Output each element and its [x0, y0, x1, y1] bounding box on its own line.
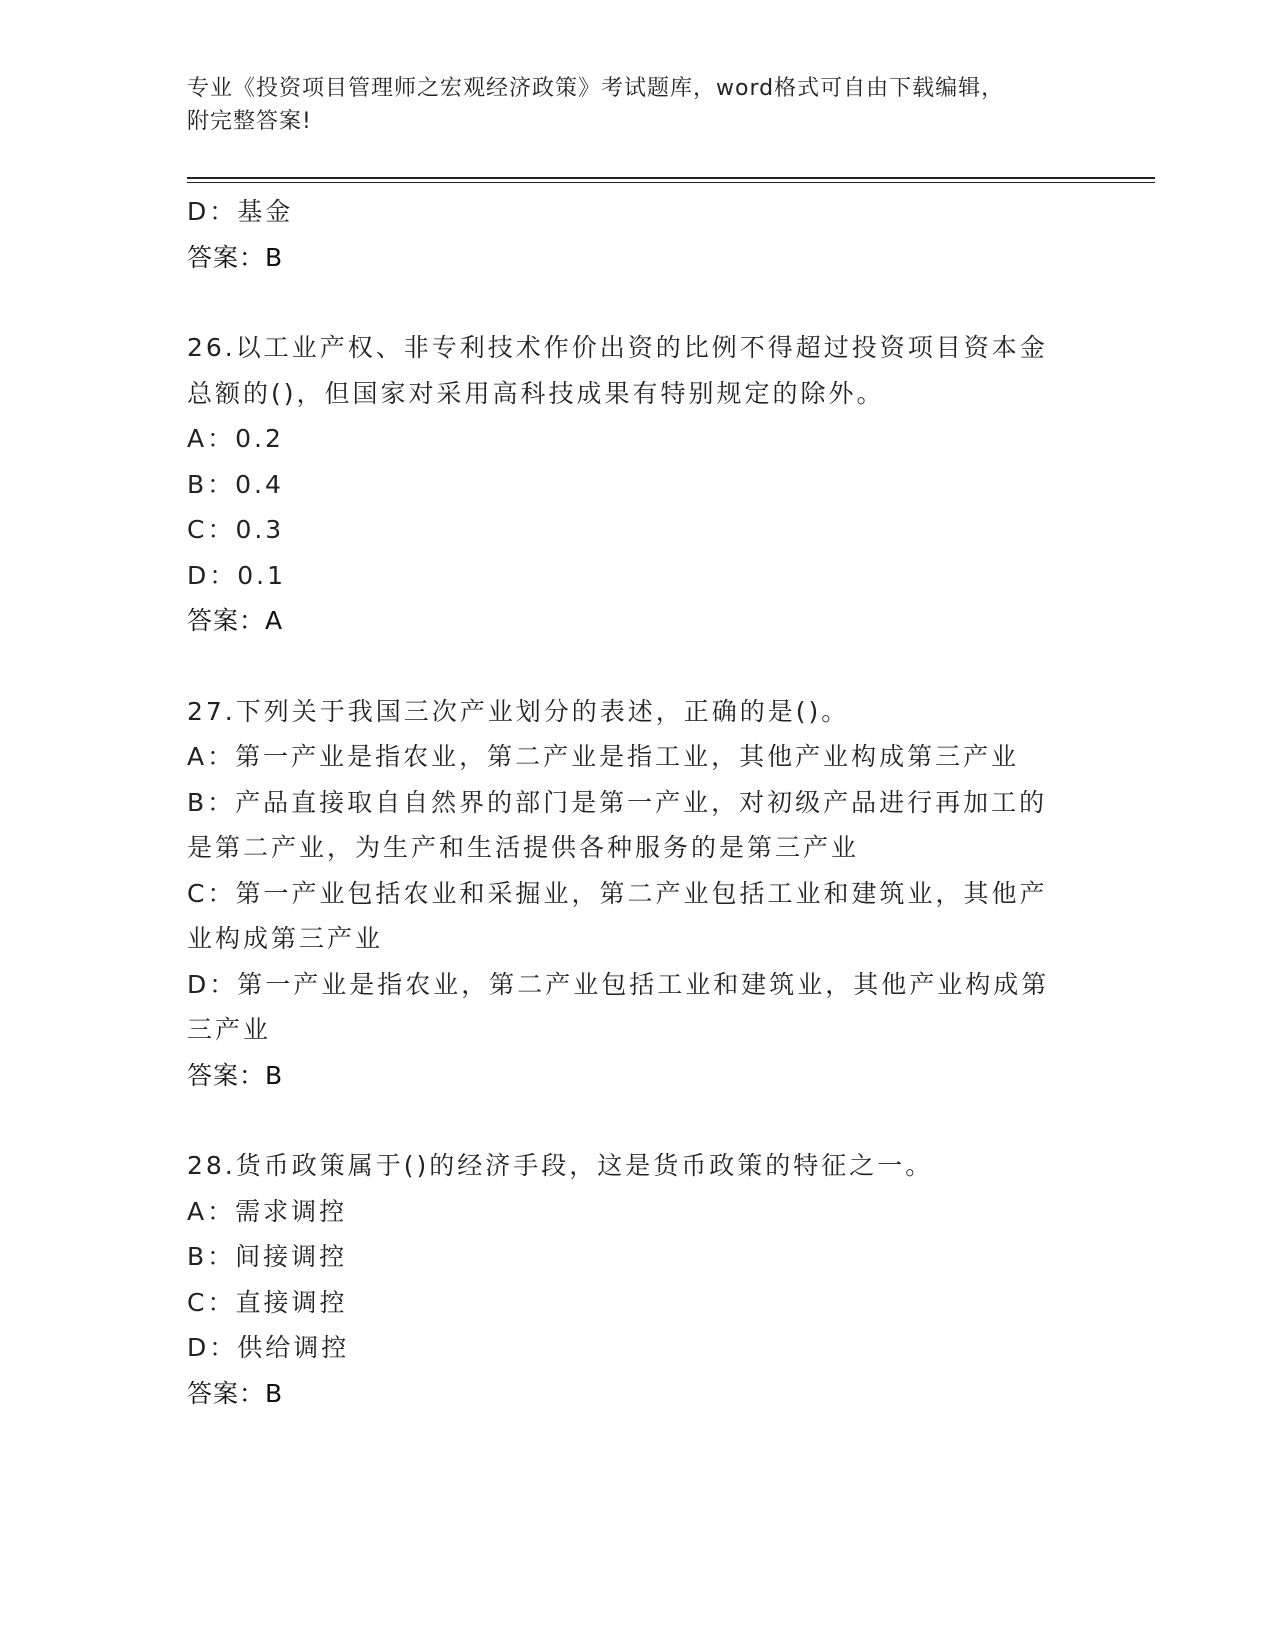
question-stem-line: 27.下列关于我国三次产业划分的表述，正确的是()。 — [187, 696, 850, 726]
option-b: B：间接调控 — [187, 1242, 348, 1271]
document-body — [187, 189, 1077, 1416]
header-divider-thick — [187, 177, 1155, 179]
header-divider-thin — [187, 182, 1155, 183]
prev-question-answer: 答案：B — [187, 242, 284, 272]
option-d: D：供给调控 — [187, 1333, 350, 1362]
document-header — [187, 72, 1067, 138]
option-d: D：第一产业是指农业，第二产业包括工业和建筑业，其他产业构成第 — [187, 969, 1050, 999]
option-c: C：直接调控 — [187, 1287, 348, 1317]
question-answer: 答案：B — [187, 1378, 284, 1408]
spacer — [187, 1098, 1077, 1143]
spacer — [187, 280, 1077, 325]
option-c: C：0.3 — [187, 515, 285, 544]
option-b: B：产品直接取自自然界的部门是第一产业，对初级产品进行再加工的 — [187, 787, 1048, 817]
option-a: A：第一产业是指农业，第二产业是指工业，其他产业构成第三产业 — [187, 742, 1020, 771]
option-a: A：0.2 — [187, 424, 284, 453]
option-b-continued: 是第二产业，为生产和生活提供各种服务的是第三产业 — [187, 833, 860, 862]
question-stem-line: 26.以工业产权、非专利技术作价出资的比例不得超过投资项目资本金 — [187, 333, 1048, 362]
question-26 — [187, 325, 1077, 644]
prev-question-option-d: D：基金 — [187, 197, 294, 226]
question-28 — [187, 1143, 1077, 1416]
option-b: B：0.4 — [187, 469, 284, 499]
option-c-continued: 业构成第三产业 — [187, 924, 384, 953]
option-a: A：需求调控 — [187, 1196, 348, 1226]
question-answer: 答案：A — [187, 606, 284, 635]
question-27 — [187, 689, 1077, 1099]
question-stem-line: 28.货币政策属于()的经济手段，这是货币政策的特征之一。 — [187, 1151, 934, 1180]
option-c: C：第一产业包括农业和采掘业，第二产业包括工业和建筑业，其他产 — [187, 878, 1048, 908]
option-d-continued: 三产业 — [187, 1015, 272, 1044]
header-line-2: 附完整答案! — [187, 109, 312, 134]
question-answer: 答案：B — [187, 1060, 284, 1090]
option-d: D：0.1 — [187, 560, 287, 590]
spacer — [187, 644, 1077, 689]
header-line-1: 专业《投资项目管理师之宏观经济政策》考试题库，word格式可自由下载编辑， — [187, 76, 1005, 101]
question-stem-line: 总额的()，但国家对采用高科技成果有特别规定的除外。 — [187, 378, 885, 408]
